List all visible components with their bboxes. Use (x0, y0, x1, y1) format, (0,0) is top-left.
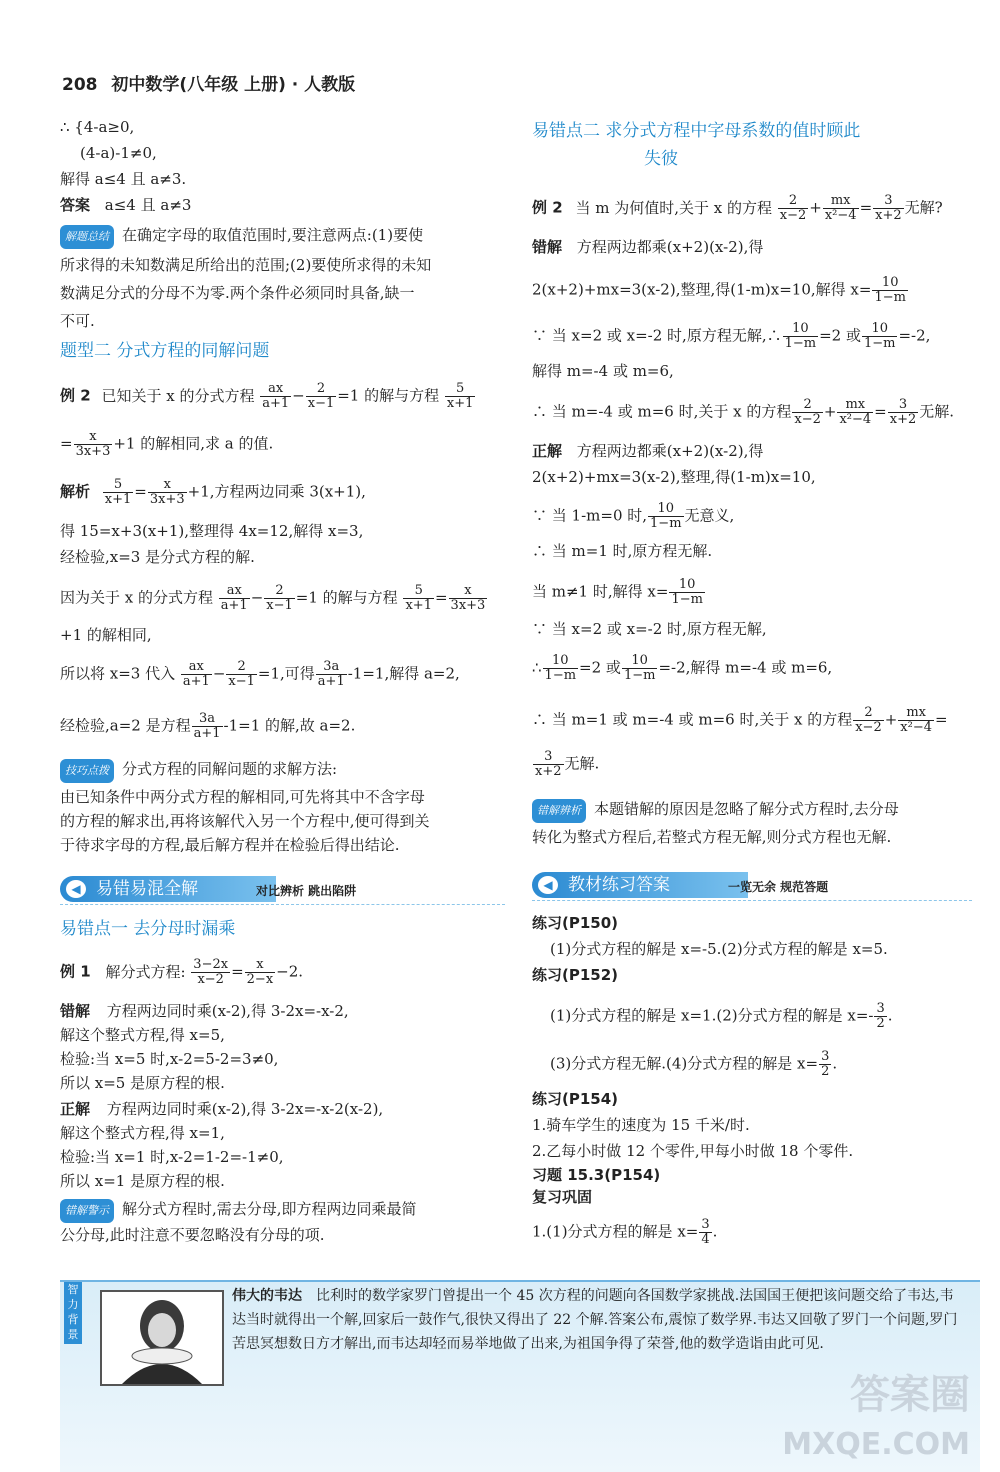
example-label: 例 1 (60, 962, 91, 981)
story-body: 比利时的数学家罗门曾提出一个 45 次方程的问题向各国数学家挑战.法国国王便把该问题交给了韦达,韦达当时就得出一个解,回家后一鼓作气,很快又得出了 22 个解.答案公布,震惊了数学界.韦达又回敬了罗门一个问题,罗门苦思冥想数日方才解出,而韦达却轻而易举地做了出来,为祖国争得了荣誉,他的数学造诣由此可见. (232, 1288, 958, 1352)
text-line: 转化为整式方程后,若整式方程无解,则分式方程也无解. (532, 828, 892, 846)
text: =2 或 (579, 658, 621, 677)
fraction: $\frac{10}{1-m}$ (784, 321, 817, 351)
text-line: ∴ 当 m=1 或 m=-4 或 m=6 时,关于 x 的方程 $\frac{2}{x-2}$ + $\frac{mx}{\text{x²−4}}$ = (532, 705, 948, 735)
text-line (60, 712, 355, 741)
summary-line: 所求得的未知数满足所给出的范围;(2)要使所求得的未知 (60, 256, 432, 274)
text-line: (4-a)-1≠0, (80, 144, 157, 162)
text-line (532, 578, 706, 607)
fraction: $\frac{x}{3x+3}$ (450, 583, 486, 613)
fraction: $\frac{10}{1-m}$ (874, 275, 906, 305)
text-line (60, 1000, 349, 1022)
example-line: 例 1 解分式方程: $\frac{3-2x}{x-2}$ = $\frac{x}{2-x}$ −2. (60, 957, 304, 987)
text-line: 检验:当 x=1 时,x-2=1-2=-1≠0, (60, 1148, 284, 1166)
text-line: ∴ {4-a≥0, (60, 118, 135, 136)
text: ,可得 (280, 664, 315, 683)
text-line: (3)分式方程无解.(4)分式方程的解是 x= $\frac{3}{2}$ . (550, 1049, 838, 1079)
text-line: (1)分式方程的解是 x=-5.(2)分式方程的解是 x=5. (550, 940, 888, 958)
fraction: $\frac{2}{x-1}$ (307, 381, 335, 411)
text: ,方程两边同乘 3(x+1), (209, 482, 366, 501)
fraction: $\frac{ax}{a+1}$ (262, 381, 290, 411)
divider (532, 900, 972, 901)
watermark-logo: 答案圈 (850, 1372, 970, 1418)
warning-tag: 错解警示 (60, 1199, 114, 1223)
watermark-url: MXQE.COM (782, 1427, 970, 1462)
section-heading: 失彼 (644, 149, 678, 169)
fraction: $\frac{mx}{\text{x²−4}}$ (900, 705, 933, 735)
fraction: $\frac{10}{1-m}$ (650, 501, 682, 531)
tip-tag: 技巧点拨 (60, 759, 114, 783)
text-line: 2.乙每小时做 12 个零件,甲每小时做 18 个零件. (532, 1142, 854, 1160)
text-line: 所以 x=5 是原方程的根. (60, 1074, 225, 1092)
fraction: $\frac{ax}{a+1}$ (182, 659, 210, 689)
portrait-image (100, 1290, 224, 1386)
section-heading: 易错点二 求分式方程中字母系数的值时顾此 (532, 121, 861, 141)
tip-line (60, 758, 337, 783)
text-line: 经检验,x=3 是分式方程的解. (60, 548, 255, 566)
book-title: 初中数学(八年级 上册) · 人教版 (111, 75, 356, 95)
analysis-label: 解析 (60, 482, 91, 501)
text: 1.(1)分式方程的解是 x= (532, 1222, 699, 1241)
text: 无解. (919, 402, 955, 421)
banner-title: 易错易混全解 (96, 879, 198, 899)
text: 因为关于 x 的分式方程 (60, 588, 213, 607)
text-line: 公分母,此时注意不要忽略没有分母的项. (60, 1226, 325, 1244)
analysis-line (532, 798, 899, 823)
text-line: +1 的解相同, (60, 626, 152, 644)
analysis-line: 解析 $\frac{5}{x+1}$ = $\frac{x}{3x+3}$ +1,方程两边同乘 3(x+1), (60, 477, 366, 507)
text: 方程两边同时乘(x-2),得 3-2x=-x-2(x-2), (106, 1100, 384, 1118)
text: 解分式方程时,需去分母,即方程两边同乘最简 (122, 1200, 417, 1218)
text: =-2,解得 m=-4 或 m=6, (658, 658, 833, 677)
warning-line (60, 1198, 417, 1223)
fraction: $\frac{10}{1-m}$ (544, 653, 577, 683)
text: 当 m 为何值时,关于 x 的方程 (575, 198, 772, 217)
text: 经检验,a=2 是方程 (60, 716, 191, 735)
fraction: $\frac{5}{x+1}$ (104, 477, 132, 507)
text: 所以将 x=3 代入 (60, 664, 176, 683)
text-line: 解得 a≤4 且 a≠3. (60, 170, 187, 188)
section-heading: 易错点一 去分母时漏乘 (60, 919, 236, 939)
text: 的解与方程 (364, 386, 440, 405)
example-line: 例 2 当 m 为何值时,关于 x 的方程 $\frac{2}{x-2}$ + $\frac{mx}{\text{x²−4}}$ = $\frac{3}{x+2}$ 无解? (532, 193, 943, 223)
text: 当 m≠1 时,解得 x= (532, 582, 669, 601)
summary-tag: 解题总结 (60, 225, 114, 249)
text: (1)分式方程的解是 x=1.(2)分式方程的解是 x=- (550, 1006, 874, 1025)
fraction: $\frac{3}{x+2}$ (889, 397, 917, 427)
fraction: $\frac{3}{2}$ (821, 1049, 830, 1079)
exercise-heading: 练习(P154) (532, 1090, 619, 1108)
text: 本题错解的原因是忽略了解分式方程时,去分母 (594, 800, 899, 818)
text: -1=1,解得 a=2, (347, 664, 460, 683)
fraction: $\frac{2}{x-1}$ (266, 583, 293, 613)
fraction: $\frac{mx}{\text{x²−4}}$ (824, 193, 857, 223)
text-line: 因为关于 x 的分式方程 $\frac{ax}{a+1}$ − $\frac{2}{x-1}$ =1 的解与方程 $\frac{5}{x+1}$ = $\frac{x}{3x+3}$ (60, 583, 486, 613)
section-banner (532, 872, 748, 898)
fraction: $\frac{x}{3x+3}$ (75, 429, 111, 459)
subheading: 复习巩固 (532, 1188, 593, 1206)
text-line (532, 654, 832, 683)
text: 的解相同,求 a 的值. (140, 434, 274, 453)
summary-line (60, 224, 423, 249)
fraction: $\frac{mx}{\text{x²−4}}$ (839, 397, 872, 427)
text: 方程两边都乘(x+2)(x-2),得 (576, 442, 764, 460)
section-banner (60, 876, 276, 902)
text-line: (1)分式方程的解是 x=1.(2)分式方程的解是 x=- $\frac{3}{2}$ . (550, 1001, 893, 1031)
text-line: 解这个整式方程,得 x=5, (60, 1026, 225, 1044)
fraction: $\frac{10}{1-m}$ (671, 577, 703, 607)
text: 分式方程的同解问题的求解方法: (122, 760, 338, 778)
text-line (532, 440, 763, 462)
text-line: 检验:当 x=5 时,x-2=5-2=3≠0, (60, 1050, 279, 1068)
text: (3)分式方程无解.(4)分式方程的解是 x= (550, 1054, 819, 1073)
text: ∴ 当 m=-4 或 m=6 时,关于 x 的方程 (532, 402, 792, 421)
text-line: 由已知条件中两分式方程的解相同,可先将其中不含字母 (60, 788, 425, 806)
text-line: 1.骑车学生的速度为 15 千米/时. (532, 1116, 750, 1134)
text-line: 解这个整式方程,得 x=1, (60, 1124, 225, 1142)
fraction: $\frac{3a}{a+1}$ (193, 711, 221, 741)
portrait-icon (102, 1292, 222, 1384)
text: 方程两边都乘(x+2)(x-2),得 (576, 238, 764, 256)
text: 无意义, (684, 506, 735, 525)
page-header (62, 70, 355, 95)
answer-label: 答案 (60, 196, 91, 214)
story-text (232, 1284, 962, 1356)
text: =-2, (898, 326, 931, 345)
text-line: 于待求字母的方程,最后解方程并在检验后得出结论. (60, 836, 400, 854)
fraction: $\frac{3-2x}{x-2}$ (193, 957, 229, 987)
fraction: $\frac{3}{4}$ (701, 1217, 710, 1247)
text-line: 1.(1)分式方程的解是 x= $\frac{3}{4}$ . (532, 1217, 718, 1247)
fraction: $\frac{x}{3x+3}$ (149, 477, 185, 507)
text-line: 得 15=x+3(x+1),整理得 4x=12,解得 x=3, (60, 522, 364, 540)
text: ∴ (532, 658, 542, 677)
text-line (60, 1098, 383, 1120)
text-line (532, 750, 599, 779)
text-line (532, 502, 734, 531)
text: -1=1 的解,故 a=2. (223, 716, 356, 735)
fraction: $\frac{2}{x-2}$ (779, 193, 807, 223)
example-line: 例 2 已知关于 x 的分式方程 $\frac{ax}{a+1}$ − $\frac{2}{x-1}$ =1 的解与方程 $\frac{5}{x+1}$ (60, 381, 474, 411)
text: ∵ 当 x=2 或 x=-2 时,原方程无解,∴ (532, 326, 782, 345)
text-line: ∴ 当 m=1 时,原方程无解. (532, 542, 713, 560)
section-heading: 题型二 分式方程的同解问题 (60, 341, 270, 361)
fraction: $\frac{2}{x-2}$ (855, 705, 882, 735)
text: 无解? (904, 198, 943, 217)
banner-subtitle: 一览无余 规范答题 (728, 880, 829, 894)
text-line: 的方程的解求出,再将该解代入另一个方程中,便可得到关 (60, 812, 430, 830)
banner-subtitle: 对比辨析 跳出陷阱 (256, 884, 357, 898)
text: ∵ 当 1-m=0 时, (532, 506, 648, 525)
fraction: $\frac{2}{x-1}$ (228, 659, 255, 689)
exercise-heading: 练习(P152) (532, 966, 619, 984)
text-line: 所以将 x=3 代入 $\frac{ax}{a+1}$ − $\frac{2}{x-1}$ =1,可得 $\frac{3a}{a+1}$ -1=1,解得 a=2, (60, 659, 460, 689)
fraction: $\frac{3a}{a+1}$ (317, 659, 345, 689)
wrong-label: 错解 (60, 1002, 91, 1020)
fraction: $\frac{10}{1-m}$ (863, 321, 896, 351)
text: 2(x+2)+mx=3(x-2),整理,得(1-m)x=10,解得 x= (532, 280, 872, 299)
example-label: 例 2 (532, 198, 563, 217)
banner-title: 教材练习答案 (568, 875, 670, 895)
speaker-icon: ◀ (66, 880, 86, 898)
fraction: $\frac{3}{x+2}$ (875, 193, 902, 223)
fraction: $\frac{3}{x+2}$ (535, 749, 562, 779)
analysis-tag: 错解辨析 (532, 799, 586, 823)
text: 解分式方程: (105, 962, 186, 981)
text-line: 2(x+2)+mx=3(x-2),整理,得(1-m)x=10, (532, 468, 816, 486)
fraction: $\frac{2}{x-2}$ (794, 397, 821, 427)
exercise-heading: 习题 15.3(P154) (532, 1166, 661, 1184)
answer-line (60, 194, 191, 216)
side-tab: 智力背景 (64, 1282, 82, 1344)
text: 无解. (564, 754, 600, 773)
speaker-icon: ◀ (538, 876, 558, 894)
fraction: $\frac{3}{2}$ (876, 1001, 885, 1031)
text: 方程两边同时乘(x-2),得 3-2x=-x-2, (106, 1002, 349, 1020)
example-label: 例 2 (60, 386, 91, 405)
text-line (532, 322, 930, 351)
exercise-heading: 练习(P150) (532, 914, 619, 932)
example-line: = $\frac{x}{3x+3}$ +1 的解相同,求 a 的值. (60, 429, 274, 459)
wrong-label: 错解 (532, 238, 563, 256)
summary-line: 不可. (60, 312, 95, 330)
text: ∴ 当 m=1 或 m=-4 或 m=6 时,关于 x 的方程 (532, 710, 853, 729)
text: 已知关于 x 的分式方程 (101, 386, 255, 405)
text-line: 所以 x=1 是原方程的根. (60, 1172, 225, 1190)
fraction: $\frac{ax}{a+1}$ (220, 583, 248, 613)
fraction: $\frac{5}{x+1}$ (446, 381, 474, 411)
summary-line: 数满足分式的分母不为零.两个条件必须同时具备,缺一 (60, 284, 415, 302)
page-number: 208 (62, 75, 98, 95)
text-line: ∴ 当 m=-4 或 m=6 时,关于 x 的方程 $\frac{2}{x-2}$ + $\frac{mx}{\text{x²−4}}$ = $\frac{3}{x+2}$ 无解. (532, 397, 955, 427)
divider (60, 904, 505, 905)
right-label: 正解 (60, 1100, 91, 1118)
text-line (532, 236, 763, 258)
text: 的解与方程 (322, 588, 398, 607)
fraction: $\frac{10}{1-m}$ (623, 653, 656, 683)
fraction: $\frac{x}{2-x}$ (246, 957, 274, 987)
text-line: 解得 m=-4 或 m=6, (532, 362, 674, 380)
fraction: $\frac{5}{x+1}$ (405, 583, 432, 613)
text-line (532, 276, 909, 305)
text: =2 或 (819, 326, 861, 345)
story-title: 伟大的韦达 (232, 1288, 302, 1304)
answer-text: a≤4 且 a≠3 (104, 196, 192, 214)
text-line: ∵ 当 x=2 或 x=-2 时,原方程无解, (532, 620, 767, 638)
right-label: 正解 (532, 442, 563, 460)
summary-text: 在确定字母的取值范围时,要注意两点:(1)要使 (122, 226, 424, 244)
